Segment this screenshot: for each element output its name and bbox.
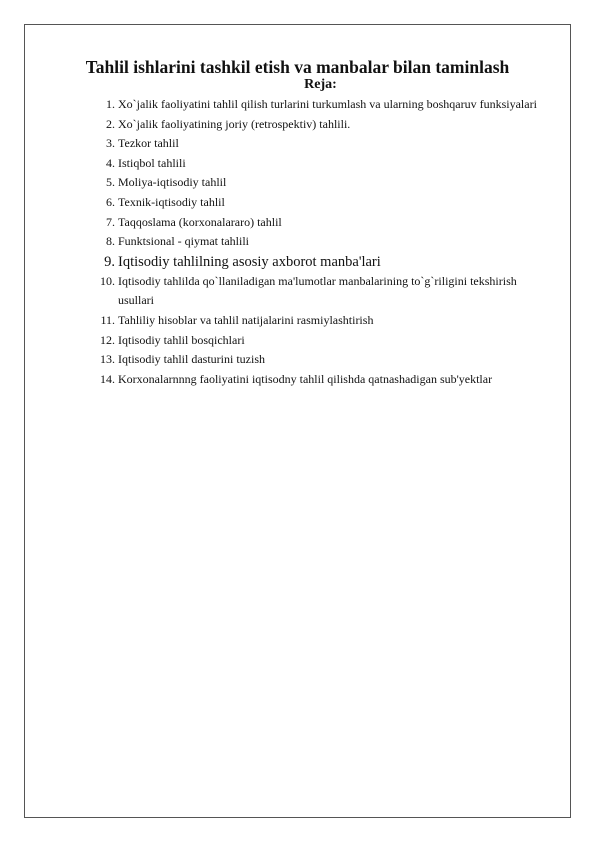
plan-item-text: Istiqbol tahlili — [118, 155, 186, 170]
plan-item-text: Iqtisodiy tahlil dasturini tuzish — [118, 352, 265, 367]
plan-item-number: 11. — [100, 312, 115, 327]
plan-item-text: Tezkor tahlil — [118, 136, 179, 151]
plan-item-number: 14. — [100, 371, 115, 386]
plan-item — [84, 272, 544, 311]
plan-item — [84, 370, 544, 390]
plan-item — [84, 134, 544, 154]
plan-item-number: 2. — [106, 116, 115, 131]
plan-item-number: 4. — [106, 155, 115, 170]
plan-item-number: 5. — [106, 175, 115, 190]
plan-item-number: 6. — [106, 194, 115, 209]
plan-item-text: Taqqoslama (korxonalararo) tahlil — [118, 214, 282, 229]
plan-item-number: 9. — [104, 253, 115, 270]
plan-item — [84, 95, 544, 115]
plan-item — [84, 311, 544, 331]
plan-list — [84, 95, 544, 389]
plan-item-text: Iqtisodiy tahlilda qo`llaniladigan ma'lumotlar manbalarining to`g`riligini tekshirish usullari — [118, 273, 517, 308]
document-title: Tahlil ishlarini tashkil etish va manbalar bilan taminlash — [85, 57, 510, 77]
plan-item — [84, 350, 544, 370]
plan-item — [84, 232, 544, 252]
plan-item-number: 13. — [100, 352, 115, 367]
plan-item-text: Iqtisodiy tahlilning asosiy axborot manba'lari — [118, 253, 381, 270]
plan-item-text: Tahliliy hisoblar va tahlil natijalarini rasmiylashtirish — [118, 312, 374, 327]
plan-item-text: Korxonalarnnng faoliyatini iqtisodny tahlil qilishda qatnashadigan sub'yektlar — [118, 371, 493, 386]
plan-item — [84, 252, 544, 272]
plan-item — [84, 193, 544, 213]
plan-item — [84, 115, 544, 135]
plan-item-number: 12. — [100, 332, 115, 347]
plan-item-text: Funktsional - qiymat tahlili — [118, 234, 249, 249]
plan-heading: Reja: — [304, 77, 337, 92]
plan-item-number: 10. — [100, 273, 115, 288]
plan-item-text: Xo`jalik faoliyatini tahlil qilish turlarini turkumlash va ularning boshqaruv funksiyalari — [118, 97, 537, 111]
plan-item-text: Texnik-iqtisodiy tahlil — [118, 194, 225, 209]
plan-item — [84, 213, 544, 233]
plan-item — [84, 173, 544, 193]
plan-item-number: 1. — [106, 97, 115, 111]
plan-item-text: Iqtisodiy tahlil bosqichlari — [118, 332, 245, 347]
plan-item-number: 8. — [106, 234, 115, 249]
plan-item — [84, 331, 544, 351]
plan-item-number: 3. — [106, 136, 115, 151]
plan-item-number: 7. — [106, 214, 115, 229]
plan-item-text: Moliya-iqtisodiy tahlil — [118, 175, 227, 190]
plan-item — [84, 154, 544, 174]
plan-item-text: Xo`jalik faoliyatining joriy (retrospektiv) tahlili. — [118, 116, 351, 131]
